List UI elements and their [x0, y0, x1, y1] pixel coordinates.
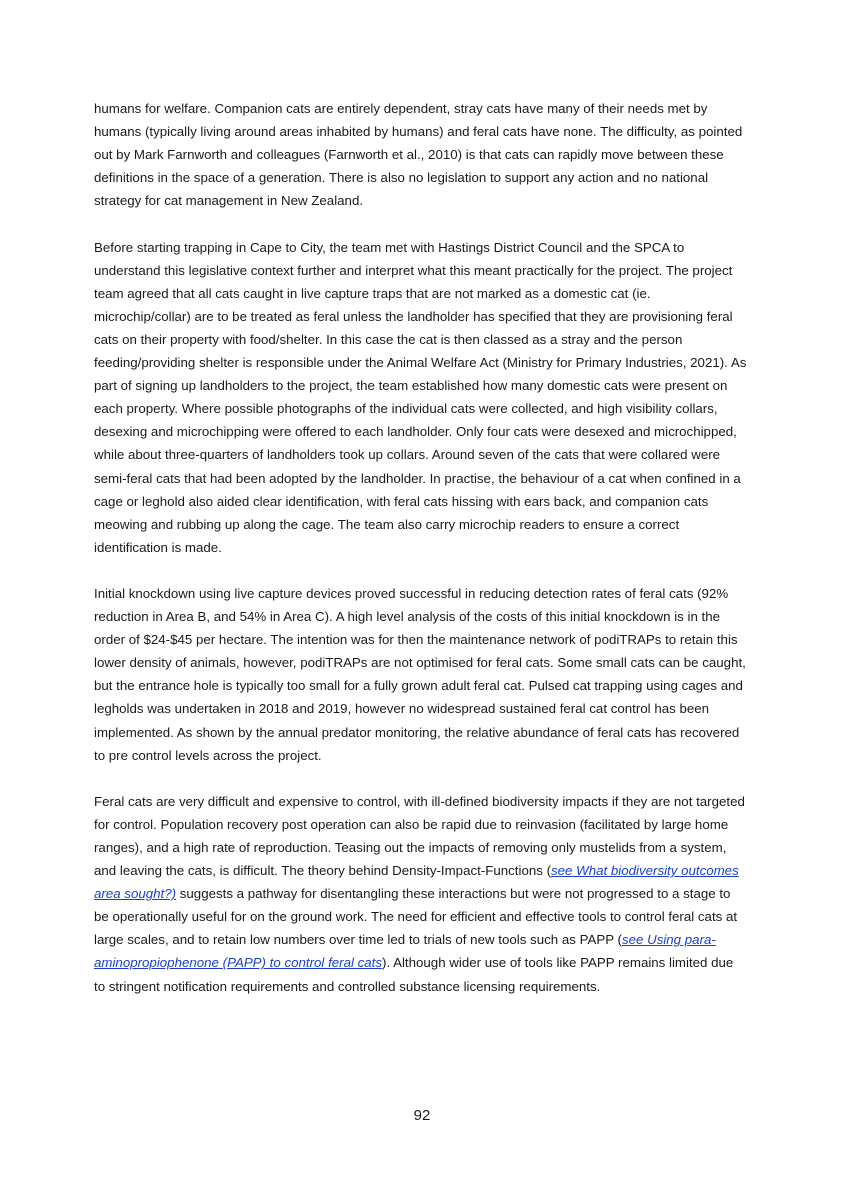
- document-body: [94, 97, 748, 1021]
- paragraph-feral-cat-control: [94, 790, 748, 998]
- link-papp-feral-cats[interactable]: see Using para-aminopropiophenone (PAPP) to control feral cats: [94, 932, 716, 971]
- paragraph-text-segment: Feral cats are very difficult and expensive to control, with ill-defined biodiversity impacts if they are not targeted for control. Population recovery post operation can also be rapid due to reinvasion (facilitated by large home ranges), and a high rate of reproduction. Teasing out the impacts of removing only mustelids from a system, and leaving the cats, is difficult. The theory behind Density-Impact-Functions (: [94, 793, 745, 879]
- paragraph-text-segment: ). Although wider use of tools like PAPP remains limited due to stringent notification requirements and controlled substance licensing requirements.: [94, 955, 734, 994]
- page-number: 92: [413, 1107, 431, 1124]
- link-biodiversity-outcomes[interactable]: see What biodiversity outcomes area sought?): [94, 863, 739, 902]
- paragraph-text-segment: suggests a pathway for disentangling these interactions but were not progressed to a stage to be operationally useful for on the ground work. The need for efficient and effective tools to control feral cats at large scales, and to retain low numbers over time led to trials of new tools such as PAPP (: [94, 886, 738, 948]
- paragraph-initial-knockdown: Initial knockdown using live capture devices proved successful in reducing detection rates of feral cats (92% reduction in Area B, and 54% in Area C). A high level analysis of the costs of this initial knockdown is in the order of $24-$45 per hectare. The intention was for then the maintenance network of podiTRAPs to retain this lower density of animals, however, podiTRAPs are not optimised for feral cats. Some small cats can be caught, but the entrance hole is typically too small for a fully grown adult feral cat. Pulsed cat trapping using cages and legholds was undertaken in 2018 and 2019, however no widespread sustained feral cat control has been implemented. As shown by the annual predator monitoring, the relative abundance of feral cats has recovered to pre control levels across the project.: [94, 585, 746, 763]
- paragraph-trapping-policy: Before starting trapping in Cape to City, the team met with Hastings District Council and the SPCA to understand this legislative context further and interpret what this meant practically for the project. The project team agreed that all cats caught in live capture traps that are not marked as a domestic cat (ie. microchip/collar) are to be treated as feral unless the landholder has specified that they are provisioning feral cats on their property with food/shelter. In this case the cat is then classed as a stray and the person feeding/providing shelter is responsible under the Animal Welfare Act (Ministry for Primary Industries, 2021). As part of signing up landholders to the project, the team established how many domestic cats were present on each property. Where possible photographs of the individual cats were collected, and high visibility collars, desexing and microchipping were offered to each landholder. Only four cats were desexed and microchipped, while about three-quarters of landholders took up collars. Around seven of the cats that were collared were semi-feral cats that had been adopted by the landholder. In practise, the behaviour of a cat when confined in a cage or leghold also aided clear identification, with feral cats hissing with ears back, and companion cats meowing and rubbing up along the cage. The team also carry microchip readers to ensure a correct identification is made.: [94, 239, 747, 555]
- paragraph-welfare-definitions: humans for welfare. Companion cats are entirely dependent, stray cats have many of their needs met by humans (typically living around areas inhabited by humans) and feral cats have none. The difficulty, as pointed out by Mark Farnworth and colleagues (Farnworth et al., 2010) is that cats can rapidly move between these definitions in the space of a generation. There is also no legislation to support any action and no national strategy for cat management in New Zealand.: [94, 101, 743, 209]
